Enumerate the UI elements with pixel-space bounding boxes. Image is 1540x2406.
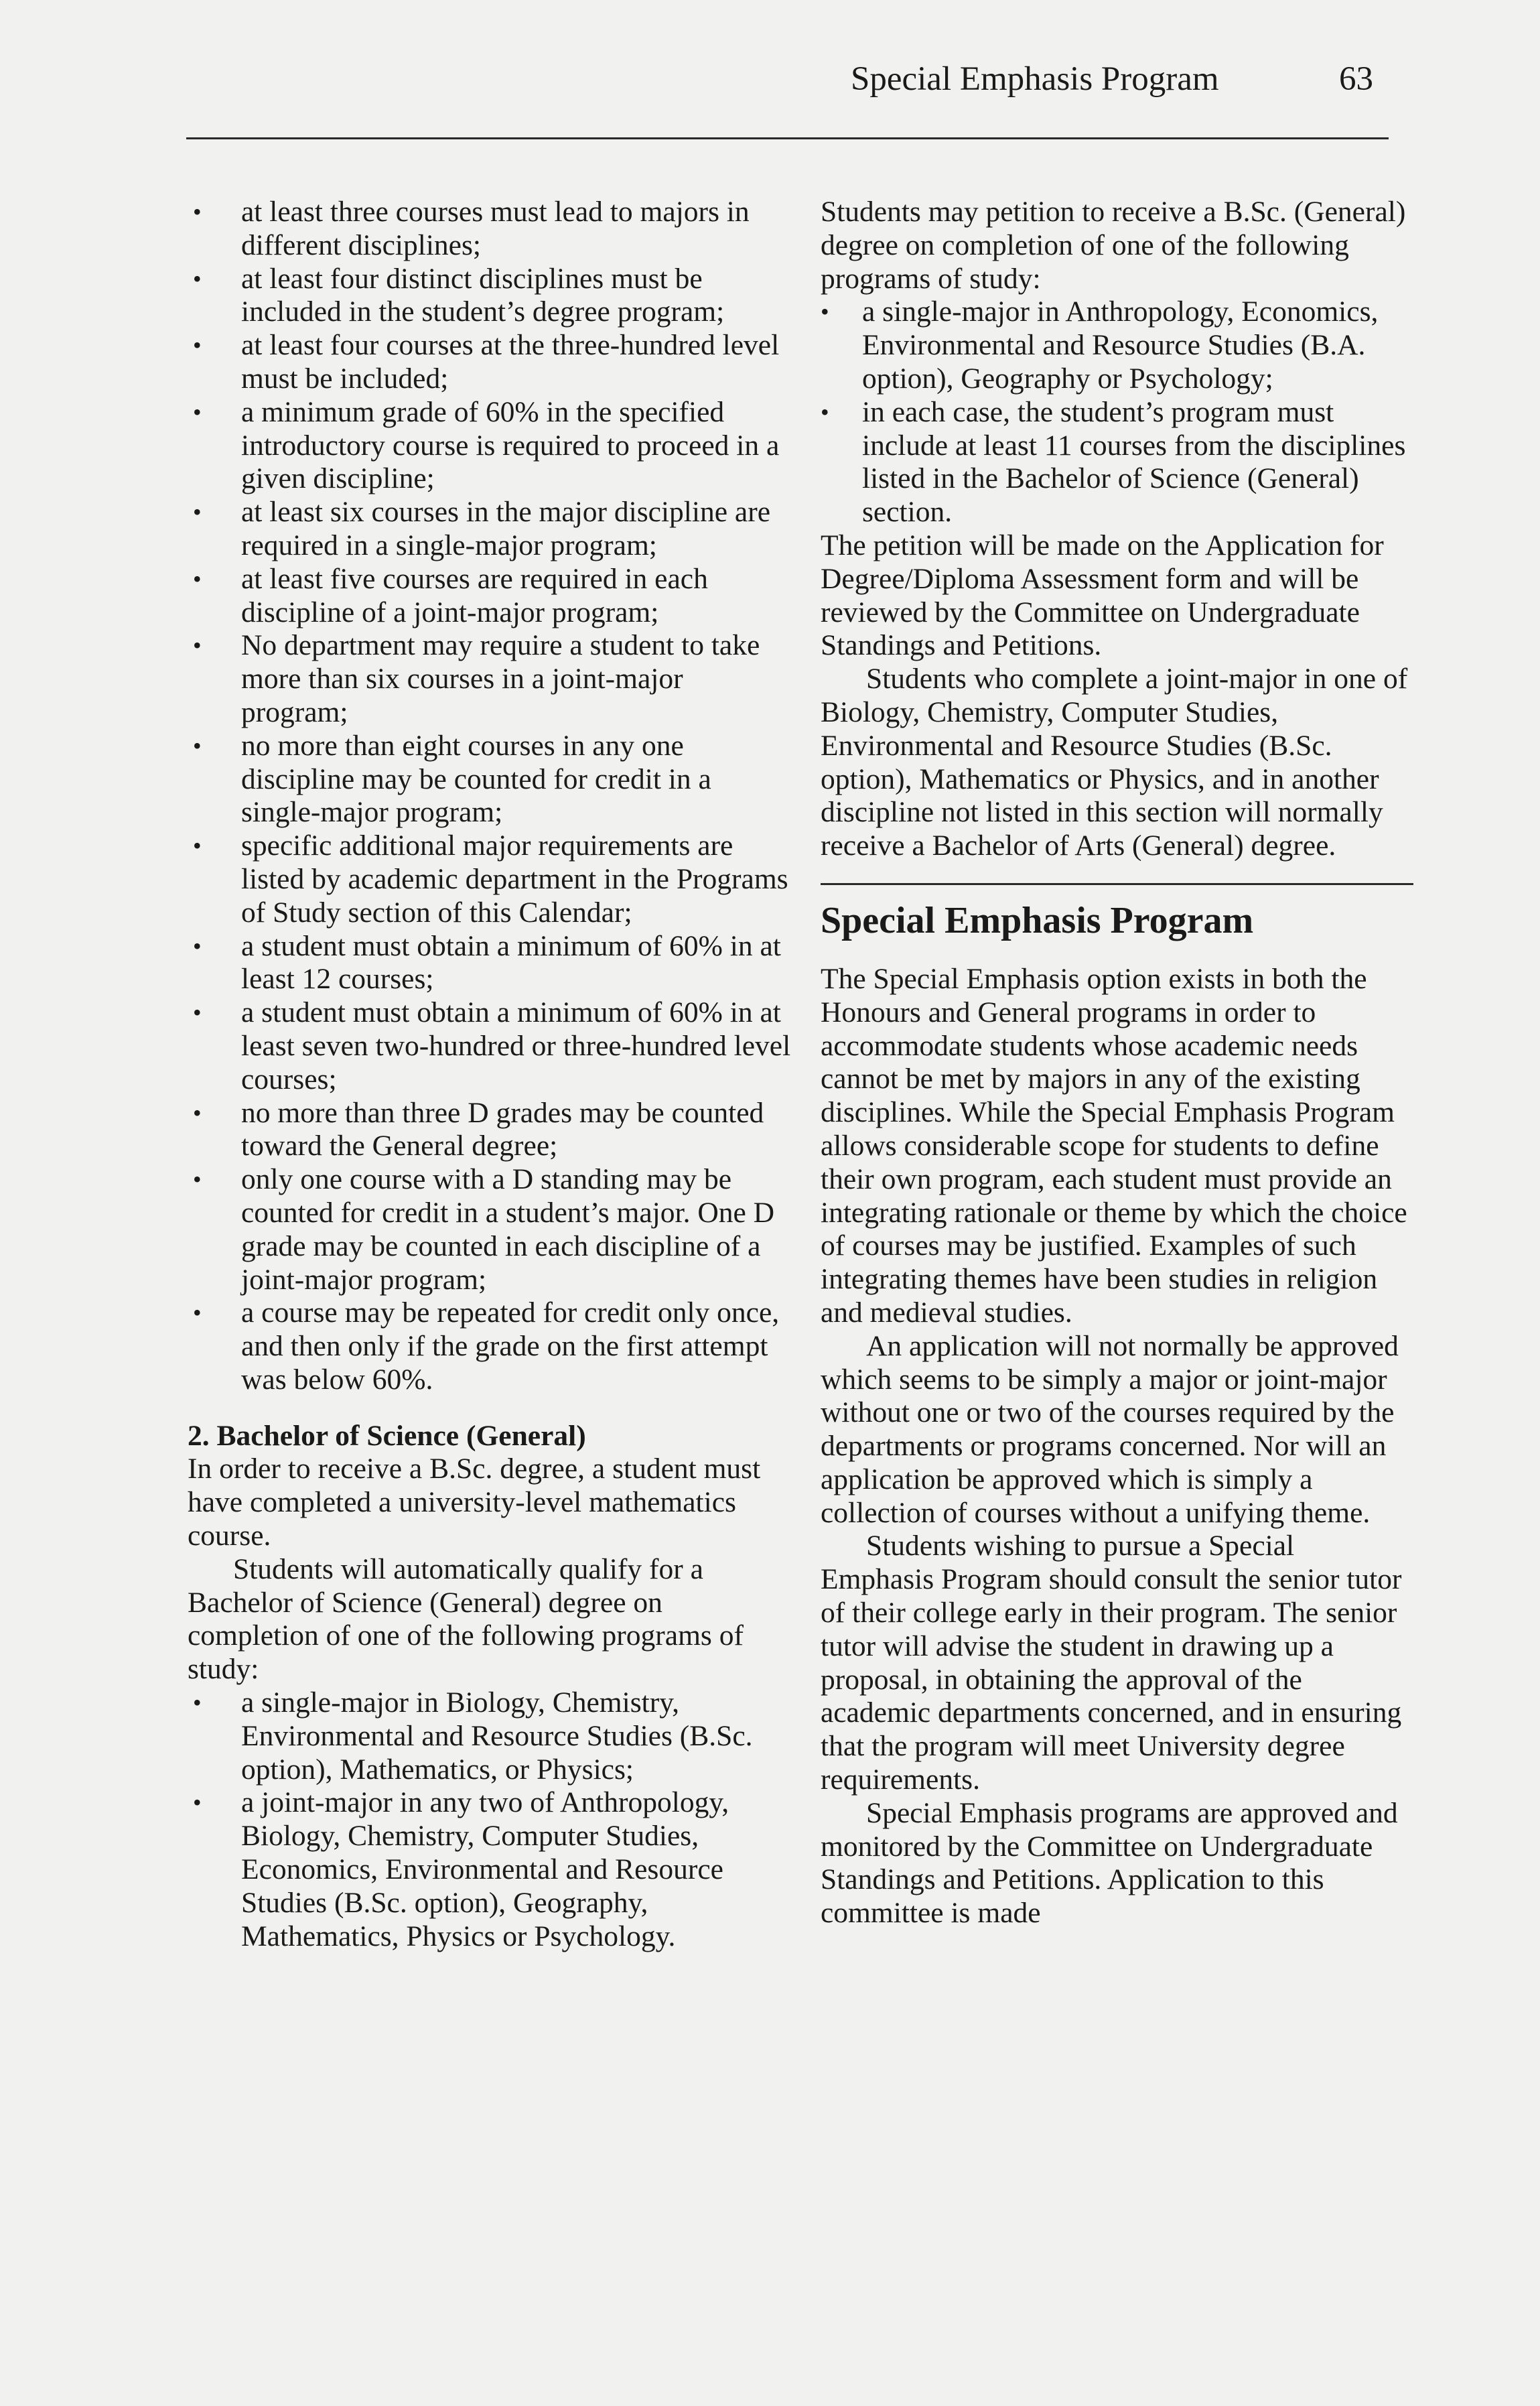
sep-paragraph: Students wishing to pursue a Special Emphasis Program should consult the senior tutor of their college early in their program. The senior tutor will advise the student in drawing up a proposal, in obtaining the approval of the academic departments concerned, and in ensuring that the program will meet University degree requirements. [821,1530,1402,1796]
list-item: • specific additional major requirements are listed by academic department in the Programs of Study section of this Calendar; [188,829,794,929]
list-item: • at least five courses are required in each discipline of a joint-major program; [188,563,794,630]
list-item: • only one course with a D standing may be counted for credit in a student’s major. One D grade may be counted in each discipline of a joint-major program; [188,1163,794,1296]
list-item: • a student must obtain a minimum of 60% in at least seven two-hundred or three-hundred level courses; [188,996,794,1096]
degree-requirements-list [188,196,794,1397]
section-title: Special Emphasis Program [821,899,1254,941]
page-number: 63 [1339,60,1373,98]
list-item: • a joint-major in any two of Anthropology, Biology, Chemistry, Computer Studies, Economics, Environmental and Resource Studies (B.Sc. option), Geography, Mathematics, Physics or Psychology. [188,1786,794,1953]
left-column [188,196,794,1953]
bsc-heading: 2. Bachelor of Science (General) [188,1419,586,1452]
bsc-programs-list [188,1686,794,1953]
list-item: • in each case, the student’s program must include at least 11 courses from the disciplines listed in the Bachelor of Science (General) section. [821,396,1413,529]
list-item: • at least three courses must lead to majors in different disciplines; [188,196,794,263]
bsc-paragraph: Students will automatically qualify for a Bachelor of Science (General) degree on completion of one of the following programs of study: [188,1552,744,1686]
list-item: • at least four distinct disciplines must be included in the student’s degree program; [188,263,794,330]
list-item: • a minimum grade of 60% in the specified introductory course is required to proceed in a given discipline; [188,396,794,496]
list-item: • a student must obtain a minimum of 60% in at least 12 courses; [188,930,794,997]
list-item: • no more than eight courses in any one discipline may be counted for credit in a single-major program; [188,730,794,829]
petition-paragraph: The petition will be made on the Application for Degree/Diploma Assessment form and will be reviewed by the Committee on Undergraduate Standings and Petitions. [821,529,1384,662]
petition-programs-list [821,295,1413,529]
page-header [841,54,1373,121]
petition-intro: Students may petition to receive a B.Sc. (General) degree on completion of one of the following programs of study: [821,196,1406,295]
joint-major-paragraph: Students who complete a joint-major in one of Biology, Chemistry, Computer Studies, Environmental and Resource Studies (B.Sc. option), Mathematics or Physics, and in another discipline not listed in this section will normally receive a Bachelor of Arts (General) degree. [821,663,1408,862]
running-head: Special Emphasis Program [851,60,1219,98]
list-item: • a single-major in Biology, Chemistry, Environmental and Resource Studies (B.Sc. option), Mathematics, or Physics; [188,1686,794,1786]
list-item: • no more than three D grades may be counted toward the General degree; [188,1097,794,1164]
section-divider [821,883,1413,885]
list-item: • a course may be repeated for credit only once, and then only if the grade on the first attempt was below 60%. [188,1296,794,1396]
header-rule [186,137,1389,139]
sep-paragraph: Special Emphasis programs are approved and monitored by the Committee on Undergraduate Standings and Petitions. Application to this committee is made [821,1796,1398,1930]
list-item: • at least six courses in the major discipline are required in a single-major program; [188,496,794,563]
list-item: • at least four courses at the three-hundred level must be included; [188,329,794,396]
bsc-paragraph: In order to receive a B.Sc. degree, a student must have completed a university-level mathematics course. [188,1453,761,1552]
sep-paragraph: An application will not normally be approved which seems to be simply a major or joint-major without one or two of the courses required by the departments or programs concerned. Nor will an application be approved which is simply a collection of courses without a unifying theme. [821,1329,1399,1529]
sep-paragraph: The Special Emphasis option exists in both the Honours and General programs in order to accommodate students whose academic needs cannot be met by majors in any of the existing disciplines. While the Special Emphasis Program allows considerable scope for students to define their own program, each student must provide an integrating rationale or theme by which the choice of courses may be justified. Examples of such integrating themes have been studies in religion and medieval studies. [821,962,1407,1329]
right-column [821,196,1413,1930]
list-item: • No department may require a student to take more than six courses in a joint-major program; [188,629,794,729]
list-item: • a single-major in Anthropology, Economics, Environmental and Resource Studies (B.A. option), Geography or Psychology; [821,295,1413,395]
